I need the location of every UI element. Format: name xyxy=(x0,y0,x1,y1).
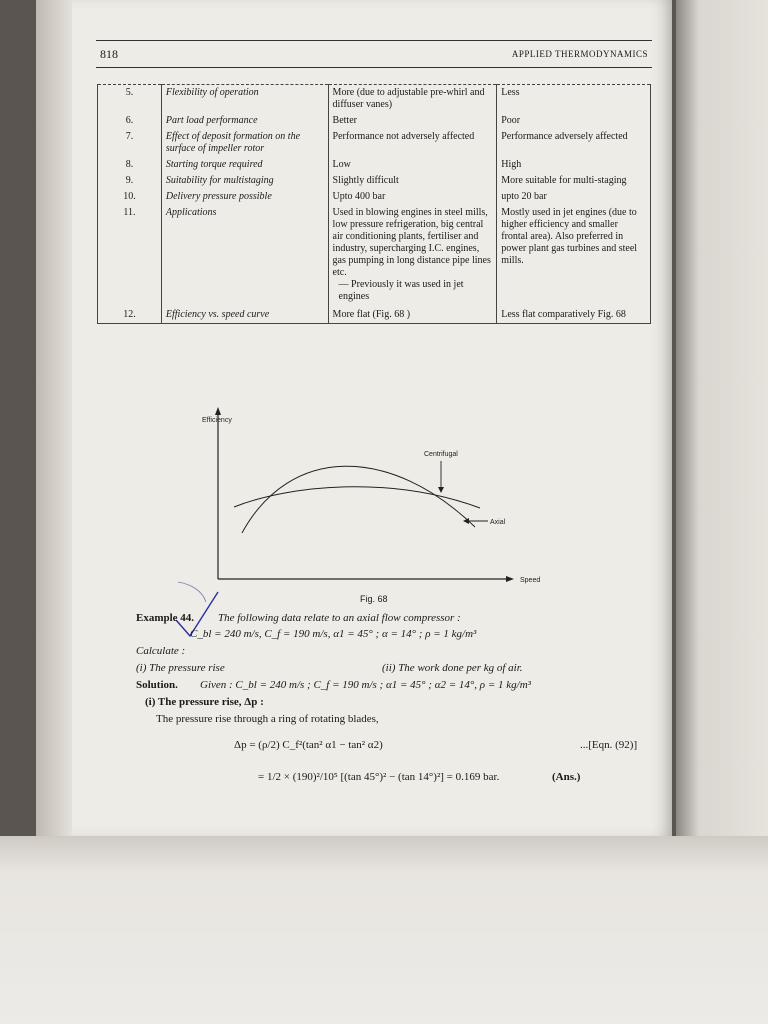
row-number-text: 10. xyxy=(123,191,136,202)
comparison-table xyxy=(97,84,651,324)
given-line: Given : C_bl = 240 m/s ; C_f = 190 m/s ; α1 = 45° ; α2 = 14°, ρ = 1 kg/m³ xyxy=(200,679,531,691)
feature-cell-text: Starting torque required xyxy=(165,159,263,170)
row-number xyxy=(98,85,162,114)
feature-cell xyxy=(161,85,328,114)
row-number xyxy=(98,205,162,305)
feature-cell xyxy=(161,173,328,189)
centrifugal-cell xyxy=(328,173,497,189)
table-row xyxy=(98,113,651,129)
row-number-text: 12. xyxy=(123,309,136,320)
feature-cell-text: Part load performance xyxy=(165,115,258,126)
feature-cell xyxy=(161,205,328,305)
axial-cell-text: Mostly used in jet engines (due to higher efficiency and smaller frontal area). Also preferred in power plant gas turbines and steel mills. xyxy=(501,207,638,266)
row-number-text: 6. xyxy=(125,115,134,126)
part-ii: (ii) The work done per kg of air. xyxy=(382,662,523,674)
axial-curve xyxy=(242,466,475,533)
axial-cell xyxy=(497,173,651,189)
axial-cell xyxy=(497,189,651,205)
equation-ref: ...[Eqn. (92)] xyxy=(580,739,638,751)
equation-2: = 1/2 × (190)²/10⁵ [(tan 45°)² − (tan 14°)²] = 0.169 bar. xyxy=(258,771,500,783)
centrifugal-cell xyxy=(328,129,497,157)
feature-cell xyxy=(161,189,328,205)
feature-cell xyxy=(161,113,328,129)
axial-cell xyxy=(497,113,651,129)
centrifugal-cell-text: Used in blowing engines in steel mills, low pressure refrigeration, big central air conditioning plants, fertiliser and industry, supercharging I.C. engines, gas pumping in long distance pipe lines etc. xyxy=(332,207,491,278)
example-data: C_bl = 240 m/s, C_f = 190 m/s, α1 = 45° ; α = 14° ; ρ = 1 kg/m³ xyxy=(190,628,477,640)
feature-cell-text: Efficiency vs. speed curve xyxy=(165,309,270,320)
centrifugal-cell xyxy=(328,113,497,129)
feature-cell xyxy=(161,129,328,157)
centrifugal-cell xyxy=(328,85,497,114)
x-axis-arrow xyxy=(506,576,514,582)
centrifugal-cell-text: Performance not adversely affected xyxy=(332,131,475,142)
page-number: 818 xyxy=(100,47,118,61)
page-header xyxy=(96,40,652,68)
centrifugal-cell-text: Better xyxy=(332,115,357,126)
y-axis-arrow xyxy=(215,407,221,415)
axial-cell xyxy=(497,305,651,324)
axial-cell-text: Poor xyxy=(501,115,521,126)
axial-cell-text: Less xyxy=(501,87,520,98)
centrifugal-cell-text: More (due to adjustable pre-whirl and diffuser vanes) xyxy=(332,87,485,110)
adjacent-page xyxy=(676,0,768,840)
table-row xyxy=(98,305,651,324)
centrifugal-cell xyxy=(328,305,497,324)
feature-cell-text: Applications xyxy=(165,207,217,218)
feature-cell-text: Flexibility of operation xyxy=(165,87,259,98)
sentence: The pressure rise through a ring of rotating blades, xyxy=(156,713,379,725)
sub-heading: (i) The pressure rise, Δp : xyxy=(145,696,264,708)
axial-cell-text: Performance adversely affected xyxy=(501,131,628,142)
feature-cell-text: Suitability for multistaging xyxy=(165,175,274,186)
centrifugal-curve xyxy=(234,487,480,508)
solution-label: Solution. xyxy=(136,679,178,691)
row-number xyxy=(98,189,162,205)
axial-cell-text: Less flat comparatively Fig. 68 xyxy=(501,309,626,320)
lower-sheet xyxy=(0,836,768,1024)
figure-caption: Fig. 68 xyxy=(360,594,388,604)
centrifugal-label: Centrifugal xyxy=(424,451,458,458)
example-intro: The following data relate to an axial flow compressor : xyxy=(218,612,461,624)
row-number xyxy=(98,113,162,129)
y-axis-label: Efficiency xyxy=(202,417,232,424)
centrifugal-cell-text: Low xyxy=(332,159,351,170)
axial-cell xyxy=(497,205,651,305)
centrifugal-cell-text: Slightly difficult xyxy=(332,175,399,186)
row-number-text: 5. xyxy=(125,87,134,98)
row-number xyxy=(98,129,162,157)
axial-label: Axial xyxy=(490,519,506,526)
axial-cell-text: More suitable for multi-staging xyxy=(501,175,627,186)
x-axis-label: Speed xyxy=(520,577,541,584)
part-i: (i) The pressure rise xyxy=(136,662,225,674)
table-row xyxy=(98,205,651,305)
table-row xyxy=(98,129,651,157)
centrifugal-cell xyxy=(328,157,497,173)
feature-cell-text: Effect of deposit formation on the surface of impeller rotor xyxy=(165,131,301,154)
centrifugal-cell-text: More flat (Fig. 68 ) xyxy=(332,309,411,320)
row-number xyxy=(98,305,162,324)
example-heading: Example 44. xyxy=(136,612,195,624)
table-row xyxy=(98,157,651,173)
row-number xyxy=(98,173,162,189)
axial-cell xyxy=(497,157,651,173)
centrifugal-note: — Previously it was used in jet engines xyxy=(338,279,464,302)
table-row xyxy=(98,189,651,205)
equation-1: Δp = (ρ/2) C_f²(tan² α1 − tan² α2) xyxy=(234,739,383,751)
row-number-text: 8. xyxy=(125,159,134,170)
feature-cell-text: Delivery pressure possible xyxy=(165,191,272,202)
centrifugal-cell-text: Upto 400 bar xyxy=(332,191,386,202)
centrifugal-cell xyxy=(328,189,497,205)
axial-cell-text: High xyxy=(501,159,522,170)
row-number-text: 7. xyxy=(125,131,134,142)
calculate-label: Calculate : xyxy=(136,645,186,657)
efficiency-speed-chart xyxy=(170,405,550,605)
running-title: APPLIED THERMODYNAMICS xyxy=(511,49,648,59)
axial-cell xyxy=(497,85,651,114)
centrifugal-cell xyxy=(328,205,497,305)
answer-label: (Ans.) xyxy=(552,771,581,783)
axial-cell xyxy=(497,129,651,157)
row-number-text: 9. xyxy=(125,175,134,186)
axial-cell-text: upto 20 bar xyxy=(501,191,547,202)
feature-cell xyxy=(161,157,328,173)
centrifugal-pointer-head xyxy=(438,487,444,493)
row-number xyxy=(98,157,162,173)
table-row xyxy=(98,173,651,189)
feature-cell xyxy=(161,305,328,324)
page-edge xyxy=(36,0,72,836)
row-number-text: 11. xyxy=(123,207,136,218)
table-row xyxy=(98,85,651,114)
